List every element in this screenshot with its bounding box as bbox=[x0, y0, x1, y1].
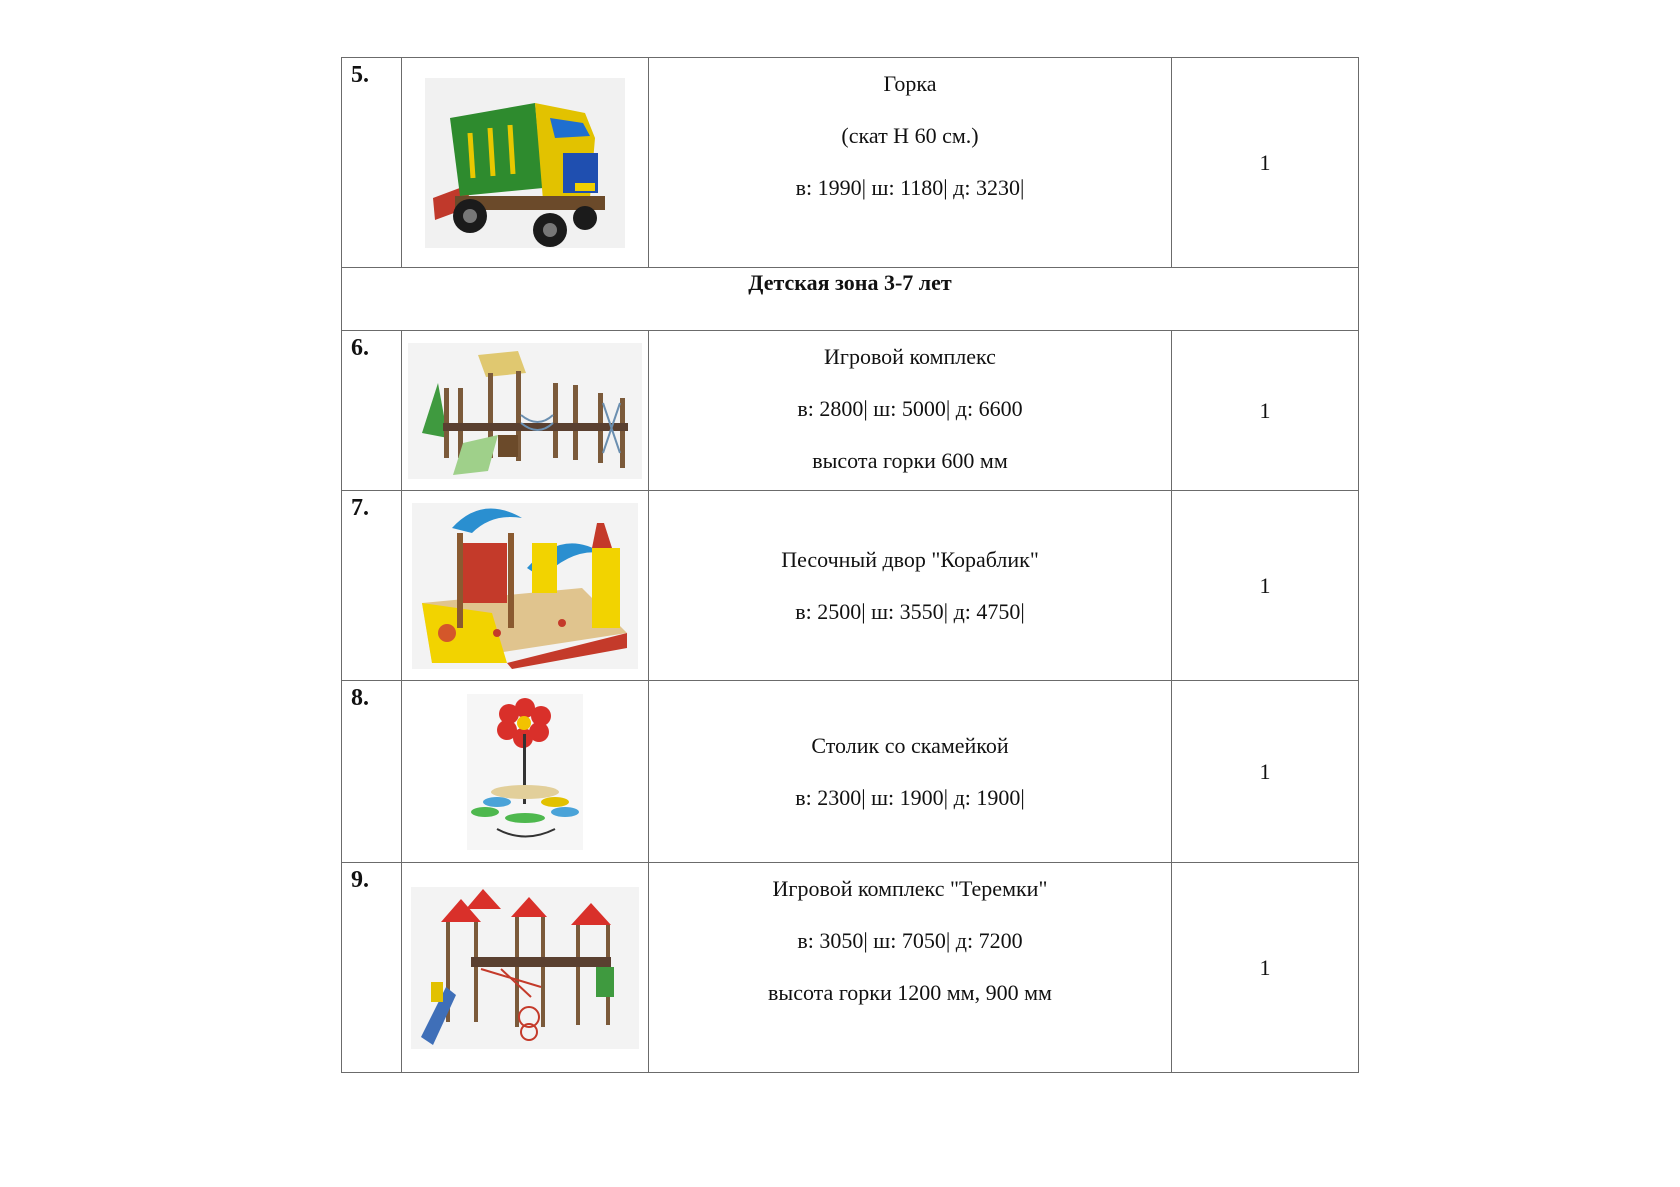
sandbox-ship-image bbox=[412, 503, 638, 669]
description-line: в: 2300| ш: 1900| д: 1900| bbox=[795, 784, 1025, 810]
table-row bbox=[342, 58, 1359, 268]
description-line: Песочный двор "Кораблик" bbox=[781, 546, 1039, 572]
description-line: Игровой комплекс "Теремки" bbox=[772, 876, 1048, 901]
row-number: 7. bbox=[342, 491, 402, 681]
play-complex-image bbox=[408, 343, 642, 479]
product-description bbox=[649, 491, 1172, 681]
description-line: в: 3050| ш: 7050| д: 7200 bbox=[797, 928, 1023, 953]
product-description bbox=[649, 863, 1172, 1073]
equipment-table bbox=[341, 57, 1359, 1073]
row-number: 6. bbox=[342, 331, 402, 491]
table-row bbox=[342, 863, 1359, 1073]
row-number: 8. bbox=[342, 681, 402, 863]
product-image-cell bbox=[402, 331, 649, 491]
product-image-cell bbox=[402, 491, 649, 681]
teremki-complex-image bbox=[411, 887, 639, 1049]
description-line: высота горки 600 мм bbox=[812, 448, 1008, 473]
table-row bbox=[342, 491, 1359, 681]
quantity: 1 bbox=[1172, 863, 1359, 1073]
description-line: высота горки 1200 мм, 900 мм bbox=[768, 980, 1052, 1005]
dump-truck-slide-image bbox=[425, 78, 625, 248]
description-line: Игровой комплекс bbox=[824, 344, 996, 369]
product-description bbox=[649, 331, 1172, 491]
quantity: 1 bbox=[1172, 491, 1359, 681]
product-description bbox=[649, 681, 1172, 863]
row-number: 5. bbox=[342, 58, 402, 268]
flower-table-image bbox=[467, 694, 583, 850]
description-line: Столик со скамейкой bbox=[811, 732, 1009, 758]
table-row bbox=[342, 331, 1359, 491]
quantity: 1 bbox=[1172, 681, 1359, 863]
table-row bbox=[342, 681, 1359, 863]
quantity: 1 bbox=[1172, 58, 1359, 268]
quantity: 1 bbox=[1172, 331, 1359, 491]
description-line: (скат Н 60 см.) bbox=[841, 123, 979, 148]
section-title: Детская зона 3-7 лет bbox=[342, 268, 1359, 331]
row-number: 9. bbox=[342, 863, 402, 1073]
product-image-cell bbox=[402, 681, 649, 863]
product-image-cell bbox=[402, 58, 649, 268]
description-line: в: 2800| ш: 5000| д: 6600 bbox=[797, 396, 1023, 421]
product-description bbox=[649, 58, 1172, 268]
section-row bbox=[342, 268, 1359, 331]
description-line: Горка bbox=[883, 71, 937, 96]
description-line: в: 1990| ш: 1180| д: 3230| bbox=[795, 175, 1025, 200]
product-image-cell bbox=[402, 863, 649, 1073]
description-line: в: 2500| ш: 3550| д: 4750| bbox=[795, 598, 1025, 624]
